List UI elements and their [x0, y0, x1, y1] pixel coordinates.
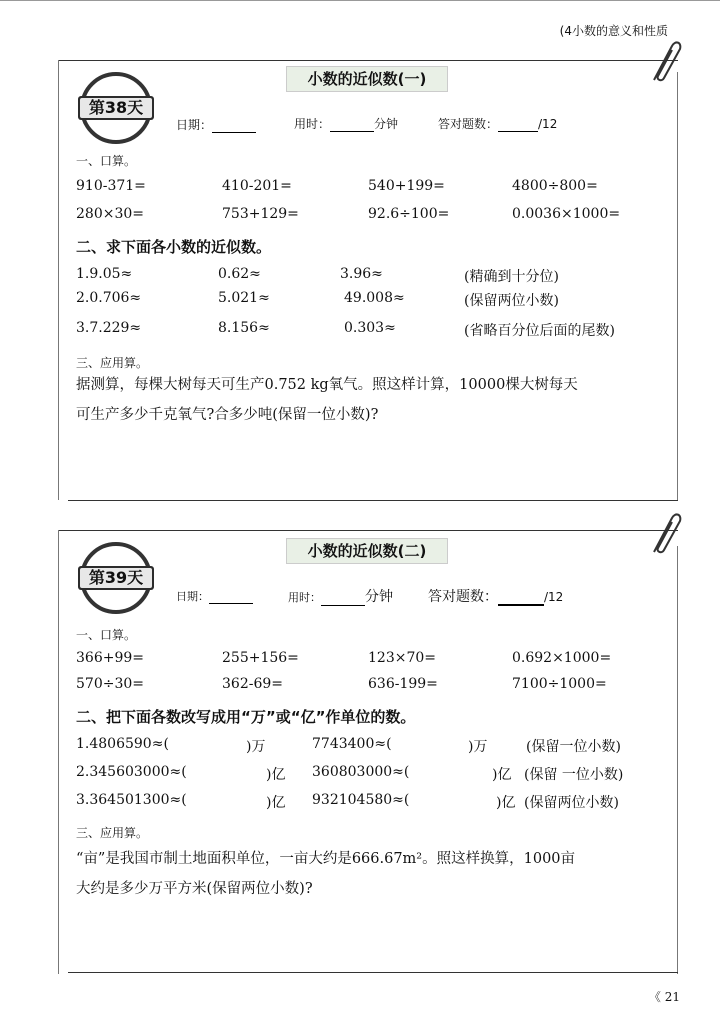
- frame-bottom: [68, 500, 678, 501]
- date-field: 日期：: [176, 588, 253, 604]
- section-application: 三、应用算。: [76, 826, 149, 840]
- approx-note: (精确到十分位): [464, 269, 559, 285]
- section-oral: 一、口算。: [76, 154, 137, 168]
- oral-item: 636-199=: [368, 676, 438, 692]
- oral-item: 92.6÷100=: [368, 206, 450, 222]
- convert-item: 1.4806590≈(: [76, 736, 169, 752]
- convert-item: 7743400≈(: [312, 736, 392, 752]
- problem-line: 据测算，每棵大树每天可生产0.752 kg氧气。照这样计算，10000棵大树每天: [76, 377, 578, 393]
- section-convert: 二、把下面各数改写成用“万”或“亿”作单位的数。: [76, 708, 416, 726]
- oral-item: 0.0036×1000=: [512, 206, 621, 222]
- score-blank[interactable]: [498, 119, 538, 132]
- word-problem: [76, 370, 676, 430]
- convert-unit: )亿: [492, 767, 512, 783]
- convert-note: (保留两位小数): [524, 795, 619, 811]
- date-blank[interactable]: [212, 120, 256, 133]
- page-number: 《 21: [648, 990, 680, 1004]
- oral-item: 410-201=: [222, 178, 292, 194]
- convert-item: 360803000≈(: [312, 764, 410, 780]
- oral-item: 570÷30=: [76, 676, 144, 692]
- frame-top: [58, 530, 678, 531]
- time-blank[interactable]: [330, 119, 374, 132]
- paperclip-icon: [644, 512, 684, 560]
- approx-item: 3.96≈: [340, 266, 383, 282]
- chapter-title: (4小数的意义和性质: [559, 24, 668, 38]
- convert-unit: )万: [246, 739, 266, 755]
- oral-item: 753+129=: [222, 206, 299, 222]
- frame-left: [58, 530, 59, 974]
- oral-item: 255+156=: [222, 650, 299, 666]
- oral-item: 280×30=: [76, 206, 144, 222]
- problem-line: “亩”是我国市制土地面积单位，一亩大约是666.67m²。照这样换算，1000亩: [76, 851, 576, 867]
- frame-right: [677, 72, 678, 500]
- approx-note: (保留两位小数): [464, 293, 559, 309]
- approx-note: (省略百分位后面的尾数): [464, 323, 615, 339]
- oral-item: 7100÷1000=: [512, 676, 607, 692]
- oral-item: 910-371=: [76, 178, 146, 194]
- word-problem: [76, 844, 676, 904]
- frame-left: [58, 60, 59, 500]
- convert-item: 932104580≈(: [312, 792, 410, 808]
- day-badge-label: 第39天: [88, 568, 144, 587]
- convert-unit: )万: [468, 739, 488, 755]
- day-badge-label: 第38天: [88, 98, 144, 117]
- convert-item: 2.345603000≈(: [76, 764, 187, 780]
- approx-item: 49.008≈: [344, 290, 405, 306]
- oral-item: 540+199=: [368, 178, 445, 194]
- problem-line: 大约是多少万平方米(保留两位小数)?: [76, 881, 313, 897]
- oral-item: 123×70=: [368, 650, 436, 666]
- oral-item: 362-69=: [222, 676, 283, 692]
- frame-right: [677, 546, 678, 974]
- paperclip-icon: [644, 40, 684, 88]
- section-oral: 一、口算。: [76, 628, 137, 642]
- frame-bottom: [68, 972, 678, 973]
- approx-item: 1.9.05≈: [76, 266, 133, 282]
- convert-unit: )亿: [266, 795, 286, 811]
- approx-item: 2.0.706≈: [76, 290, 142, 306]
- score-blank[interactable]: [498, 592, 544, 606]
- convert-note: (保留一位小数): [526, 739, 621, 755]
- convert-unit: )亿: [496, 795, 516, 811]
- worksheet-day-38: [58, 52, 678, 504]
- time-field: 用时： 分钟: [294, 117, 399, 131]
- score-field: 答对题数： /12: [438, 117, 558, 131]
- date-field: 日期：: [176, 116, 256, 133]
- approx-item: 0.303≈: [344, 320, 396, 336]
- section-application: 三、应用算。: [76, 356, 149, 370]
- section-approx: 二、求下面各小数的近似数。: [76, 238, 272, 256]
- convert-item: 3.364501300≈(: [76, 792, 187, 808]
- approx-item: 5.021≈: [218, 290, 270, 306]
- convert-unit: )亿: [266, 767, 286, 783]
- problem-line: 可生产多少千克氧气?合多少吨(保留一位小数)?: [76, 407, 379, 423]
- time-field: 用时： 分钟: [288, 589, 393, 605]
- date-blank[interactable]: [209, 591, 253, 604]
- convert-note: (保留 一位小数): [524, 767, 624, 783]
- oral-item: 366+99=: [76, 650, 144, 666]
- worksheet-day-39: [58, 520, 678, 976]
- score-field: 答对题数： /12: [428, 589, 564, 605]
- header-rule: [0, 0, 720, 1]
- approx-item: 0.62≈: [218, 266, 261, 282]
- oral-item: 4800÷800=: [512, 178, 598, 194]
- oral-item: 0.692×1000=: [512, 650, 612, 666]
- frame-top: [58, 60, 678, 61]
- approx-item: 8.156≈: [218, 320, 270, 336]
- time-blank[interactable]: [321, 593, 365, 606]
- page-title: 小数的近似数(二): [286, 538, 448, 564]
- approx-item: 3.7.229≈: [76, 320, 142, 336]
- page-title: 小数的近似数(一): [286, 66, 448, 92]
